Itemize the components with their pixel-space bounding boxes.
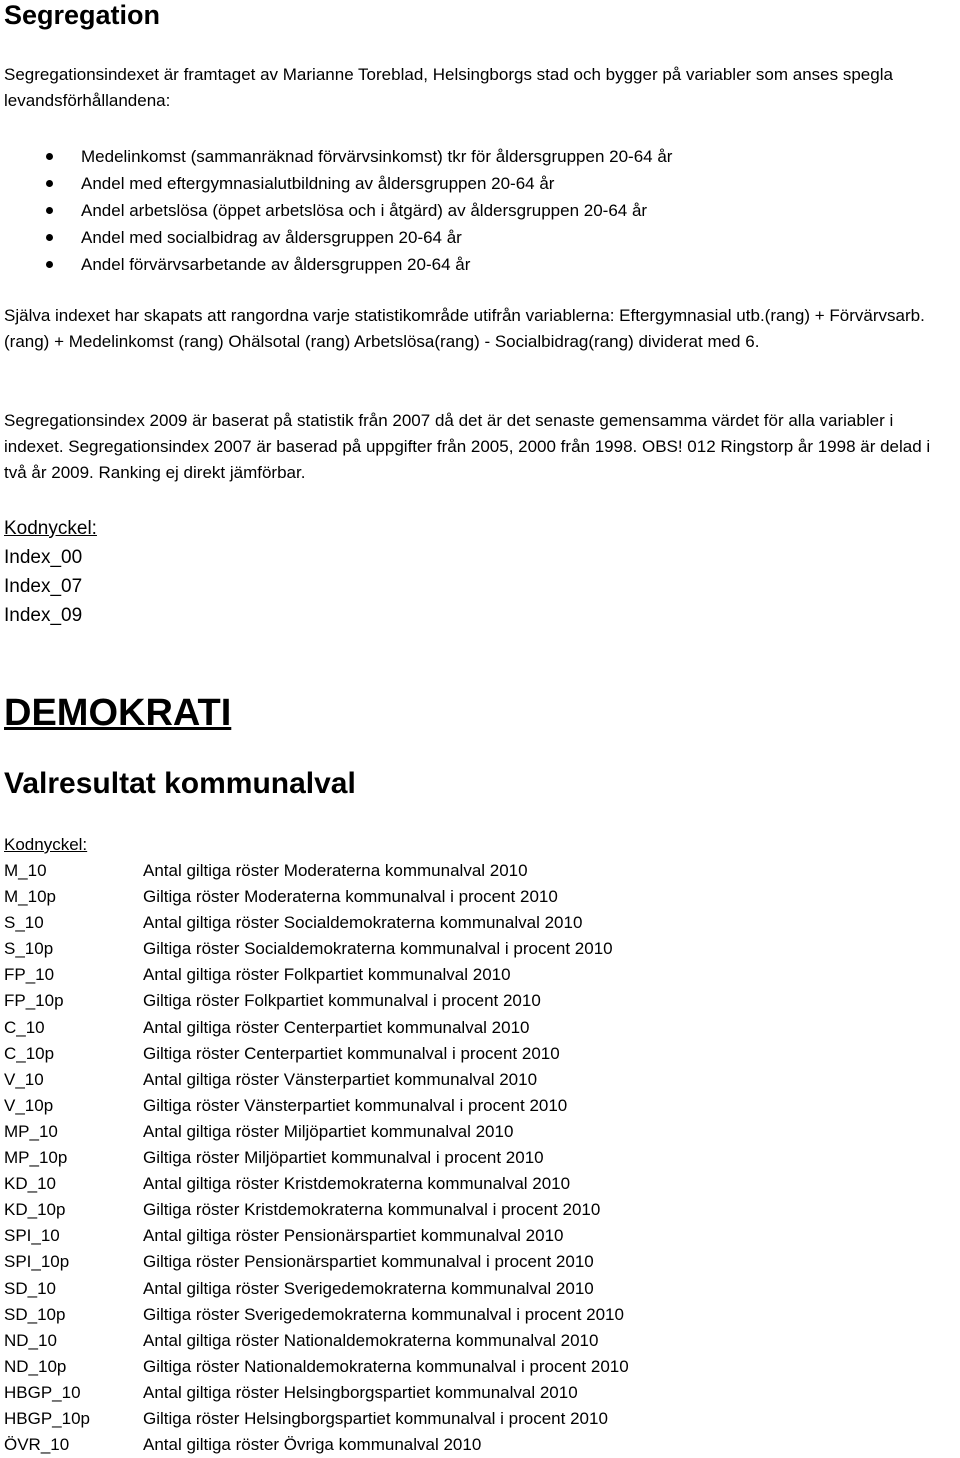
variable-code: M_10p: [4, 887, 56, 907]
variable-code: SPI_10: [4, 1226, 60, 1246]
code-key-label: Kodnyckel:: [4, 835, 88, 854]
list-item: Medelinkomst (sammanräknad förvärvsinkomst) tkr för åldersgruppen 20-64 år: [4, 143, 672, 170]
variable-description: Giltiga röster Vänsterpartiet kommunalval i procent 2010: [143, 1095, 568, 1115]
variable-description: Antal giltiga röster Vänsterpartiet kommunalval 2010: [143, 1069, 538, 1089]
variable-list: [4, 143, 672, 278]
variable-description: Antal giltiga röster Nationaldemokraterna kommunalval 2010: [143, 1330, 599, 1350]
variable-code: FP_10: [4, 965, 55, 985]
variable-description: Giltiga röster Pensionärspartiet kommunalval i procent 2010: [143, 1252, 594, 1272]
variable-code: MP_10p: [4, 1148, 68, 1168]
variable-description: Giltiga röster Miljöpartiet kommunalval i procent 2010: [143, 1148, 544, 1168]
variable-description: Antal giltiga röster Centerpartiet kommunalval 2010: [143, 1017, 530, 1037]
variable-code: SD_10p: [4, 1304, 66, 1324]
bullet-icon: [46, 153, 53, 160]
bullet-icon: [46, 207, 53, 214]
variable-code: ÖVR_10: [4, 1435, 70, 1455]
list-item: Andel förvärvsarbetande av åldersgruppen 20-64 år: [4, 251, 672, 278]
variable-code: FP_10p: [4, 991, 64, 1011]
variable-description: Antal giltiga röster Kristdemokraterna kommunalval 2010: [143, 1174, 571, 1194]
section-heading-demokrati: DEMOKRATI: [4, 692, 232, 734]
variable-description: Giltiga röster Kristdemokraterna kommunalval i procent 2010: [143, 1200, 601, 1220]
list-item: Andel med eftergymnasialutbildning av åldersgruppen 20-64 år: [4, 170, 672, 197]
variable-code: KD_10: [4, 1174, 56, 1194]
variable-description: Giltiga röster Sverigedemokraterna kommunalval i procent 2010: [143, 1304, 624, 1324]
variable-description: Antal giltiga röster Sverigedemokraterna kommunalval 2010: [143, 1278, 594, 1298]
variable-code: SD_10: [4, 1278, 56, 1298]
variable-description: Antal giltiga röster Pensionärspartiet kommunalval 2010: [143, 1226, 564, 1246]
variable-description: Giltiga röster Helsingborgspartiet kommunalval i procent 2010: [143, 1408, 608, 1428]
variable-code: ND_10: [4, 1330, 57, 1350]
variable-description: Antal giltiga röster Övriga kommunalval 2010: [143, 1435, 482, 1455]
variable-description: Giltiga röster Folkpartiet kommunalval i procent 2010: [143, 991, 541, 1011]
variable-code: ND_10p: [4, 1356, 67, 1376]
variable-code: V_10: [4, 1069, 44, 1089]
index-code: Index_00: [4, 547, 83, 568]
variable-description: Antal giltiga röster Folkpartiet kommunalval 2010: [143, 965, 511, 985]
variable-code: SPI_10p: [4, 1252, 70, 1272]
segregation-code-key: [4, 514, 97, 630]
code-key-label: Kodnyckel:: [4, 518, 97, 539]
variable-description: Giltiga röster Nationaldemokraterna kommunalval i procent 2010: [143, 1356, 629, 1376]
variable-code: C_10p: [4, 1043, 55, 1063]
variable-description: Antal giltiga röster Helsingborgspartiet kommunalval 2010: [143, 1382, 578, 1402]
variable-description: Antal giltiga röster Moderaterna kommunalval 2010: [143, 861, 528, 880]
bullet-icon: [46, 234, 53, 241]
variable-code: S_10: [4, 913, 44, 933]
list-item: Andel med socialbidrag av åldersgruppen 20-64 år: [4, 224, 672, 251]
list-item: Andel arbetslösa (öppet arbetslösa och i åtgärd) av åldersgruppen 20-64 år: [4, 197, 672, 224]
index-code: Index_07: [4, 576, 83, 597]
variable-code: HBGP_10: [4, 1382, 81, 1402]
variable-description: Antal giltiga röster Miljöpartiet kommunalval 2010: [143, 1121, 514, 1141]
section-title-segregation: Segregation: [4, 0, 161, 30]
intro-paragraph: Segregationsindexet är framtaget av Marianne Toreblad, Helsingborgs stad och bygger på variabler som anses spegla levandsförhållandena:: [4, 65, 893, 110]
variable-code: KD_10p: [4, 1200, 66, 1220]
note-paragraph: Segregationsindex 2009 är baserat på statistik från 2007 då det är det senaste gemensamma värdet för alla variabler i indexet. Segregationsindex 2007 är baserad på uppgifter från 2005, 2000 från 1998. OBS! 012 Ringstorp år 1998 är delad i två år 2009. Ranking ej direkt jämförbar.: [4, 411, 931, 482]
variable-code: MP_10: [4, 1121, 58, 1141]
variable-description: Giltiga röster Centerpartiet kommunalval i procent 2010: [143, 1043, 560, 1063]
index-code: Index_09: [4, 605, 83, 626]
bullet-icon: [46, 180, 53, 187]
variable-code: V_10p: [4, 1095, 54, 1115]
variable-code: M_10: [4, 861, 47, 880]
ranking-paragraph: Själva indexet har skapats att rangordna varje statistikområde utifrån variablerna: Eftergymnasial utb.(rang) + Förvärvsarb.(rang) + Medelinkomst (rang) Ohälsotal (rang) Arbetslösa(rang) - Socialbidrag(rang) dividerat med 6.: [4, 306, 925, 351]
variable-code: HBGP_10p: [4, 1408, 90, 1428]
variable-code: S_10p: [4, 939, 54, 959]
subheading-valresultat: Valresultat kommunalval: [4, 767, 356, 800]
variable-description: Giltiga röster Socialdemokraterna kommunalval i procent 2010: [143, 939, 613, 959]
variable-description: Antal giltiga röster Socialdemokraterna kommunalval 2010: [143, 913, 583, 933]
bullet-icon: [46, 261, 53, 268]
variable-code: C_10: [4, 1017, 45, 1037]
variable-description: Giltiga röster Moderaterna kommunalval i procent 2010: [143, 887, 558, 907]
